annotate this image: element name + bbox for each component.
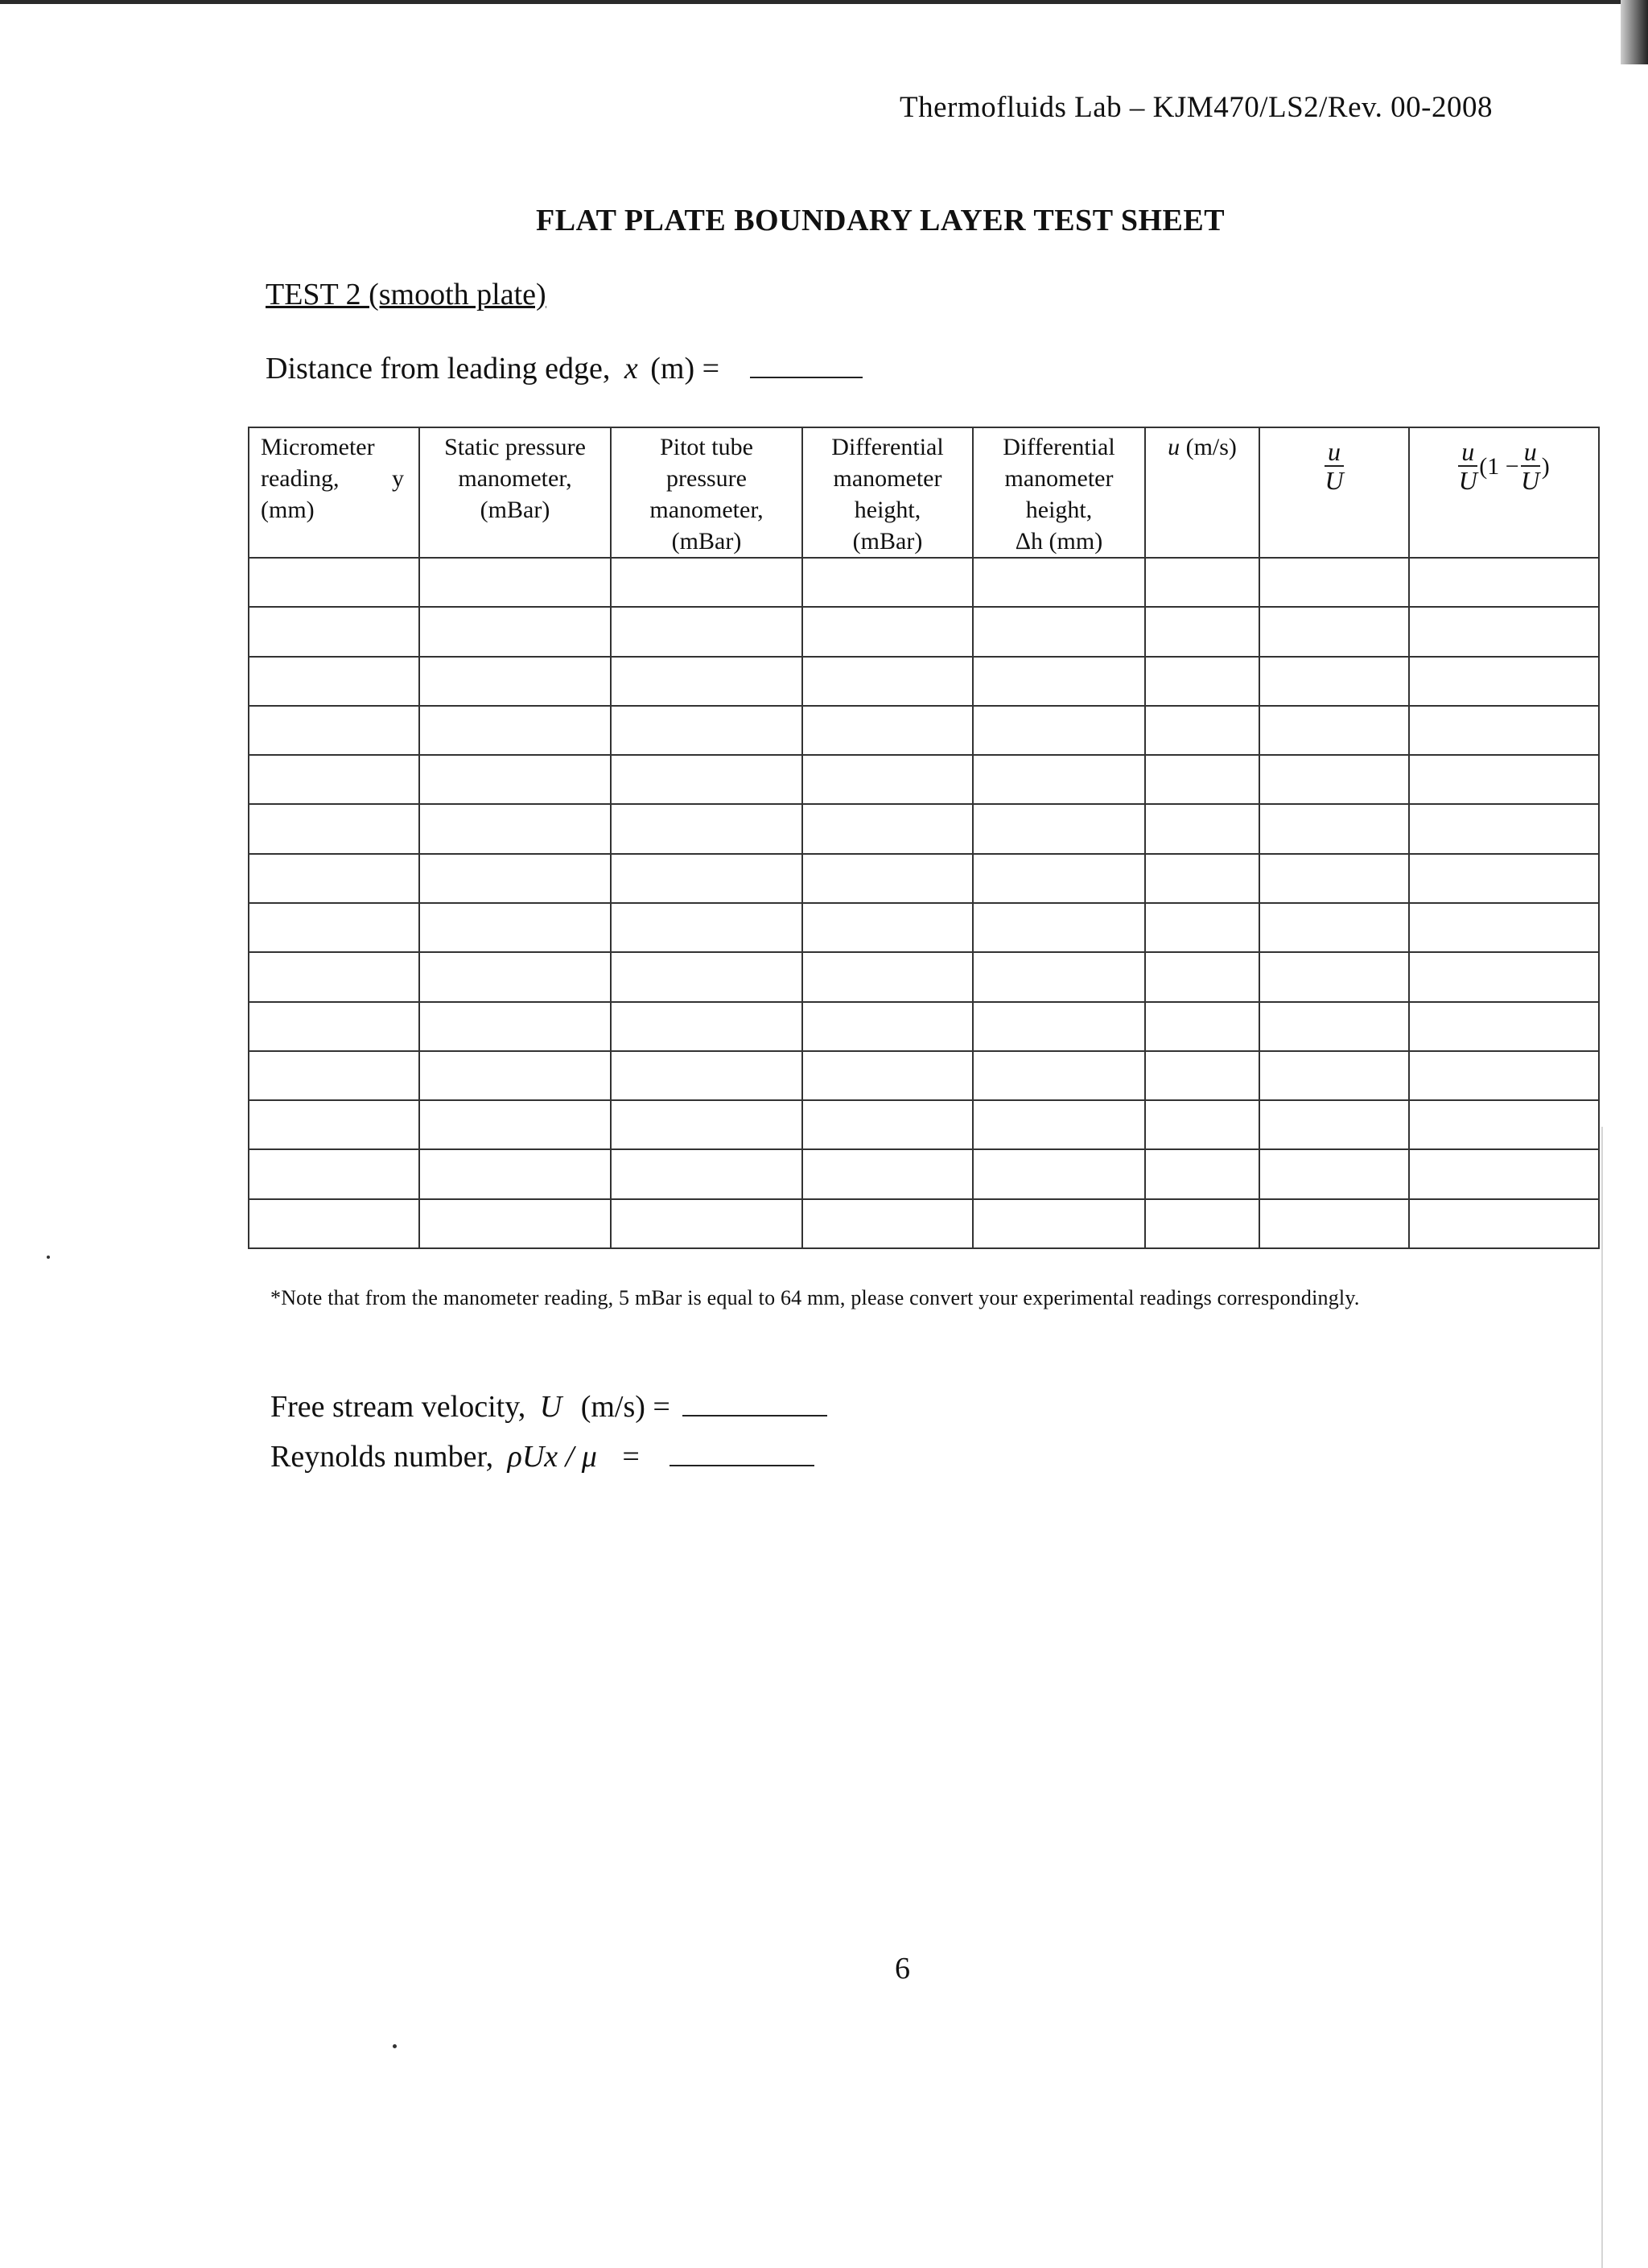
table-cell-blank[interactable] [802, 1002, 973, 1051]
table-cell-blank[interactable] [1145, 607, 1259, 656]
scan-edge-top [0, 0, 1648, 4]
table-cell-blank[interactable] [973, 1199, 1145, 1248]
table-cell-blank[interactable] [419, 607, 611, 656]
table-cell-blank[interactable] [419, 1002, 611, 1051]
table-cell-blank[interactable] [419, 706, 611, 755]
table-cell-blank[interactable] [1259, 1002, 1409, 1051]
table-cell-blank[interactable] [611, 1149, 802, 1198]
table-cell-blank[interactable] [1409, 1100, 1599, 1149]
table-cell-blank[interactable] [802, 558, 973, 607]
test-data-table [248, 427, 1600, 1249]
table-cell-blank[interactable] [973, 1100, 1145, 1149]
table-cell-blank[interactable] [802, 952, 973, 1001]
distance-field [266, 351, 863, 386]
table-cell-blank[interactable] [611, 657, 802, 706]
table-cell-blank[interactable] [973, 657, 1145, 706]
col-header-velocity: u (m/s) [1145, 427, 1259, 558]
table-cell-blank[interactable] [419, 1051, 611, 1100]
table-cell-blank[interactable] [802, 706, 973, 755]
table-cell-blank[interactable] [1409, 903, 1599, 952]
distance-blank[interactable] [750, 376, 863, 378]
col-header-momentum-term: $\frac{u}{U}$ (1 − $\frac{u}{U}$ ) [1409, 427, 1599, 558]
table-cell-blank[interactable] [1409, 804, 1599, 853]
table-cell-blank[interactable] [419, 804, 611, 853]
scan-edge-right [1621, 0, 1648, 64]
table-cell-blank[interactable] [1409, 1149, 1599, 1198]
table-cell-blank[interactable] [419, 1100, 611, 1149]
col-header-micrometer: Micrometer reading, y (mm) [249, 427, 419, 558]
scan-line-right [1601, 1127, 1603, 2268]
table-cell-blank[interactable] [419, 903, 611, 952]
table-cell-blank[interactable] [249, 1051, 419, 1100]
col-header-differential-mbar: Differential manometer height, (mBar) [802, 427, 973, 558]
col-header-velocity-ratio [1259, 427, 1409, 558]
table-cell-blank[interactable] [1259, 755, 1409, 804]
table-cell-blank[interactable] [1409, 607, 1599, 656]
scan-speck [393, 2044, 397, 2048]
table-cell-blank[interactable] [611, 755, 802, 804]
table-cell-blank[interactable] [249, 706, 419, 755]
table-cell-blank[interactable] [611, 804, 802, 853]
table-cell-blank[interactable] [1145, 903, 1259, 952]
table-row [249, 1149, 1599, 1198]
table-cell-blank[interactable] [802, 854, 973, 903]
table-row [249, 1002, 1599, 1051]
table-cell-blank[interactable] [249, 755, 419, 804]
reynolds-symbol: ρUx / μ [507, 1440, 597, 1474]
table-row [249, 854, 1599, 903]
distance-symbol: x [624, 352, 638, 386]
distance-label: Distance from leading edge, [266, 352, 611, 386]
table-cell-blank[interactable] [1145, 755, 1259, 804]
table-cell-blank[interactable] [802, 1199, 973, 1248]
table-cell-blank[interactable] [1145, 1149, 1259, 1198]
table-row [249, 607, 1599, 656]
table-cell-blank[interactable] [973, 706, 1145, 755]
table-cell-blank[interactable] [419, 952, 611, 1001]
table-cell-blank[interactable] [249, 854, 419, 903]
table-cell-blank[interactable] [973, 1149, 1145, 1198]
table-cell-blank[interactable] [249, 903, 419, 952]
table-cell-blank[interactable] [419, 755, 611, 804]
table-cell-blank[interactable] [611, 854, 802, 903]
col-header-differential-mm: Differential manometer height, Δh (mm) [973, 427, 1145, 558]
col-header-pitot-tube: Pitot tube pressure manometer, (mBar) [611, 427, 802, 558]
table-body [249, 558, 1599, 1248]
table-row [249, 952, 1599, 1001]
table-row [249, 1199, 1599, 1248]
table-cell-blank[interactable] [802, 1051, 973, 1100]
free-stream-label: Free stream velocity, [270, 1390, 526, 1424]
table-cell-blank[interactable] [1409, 1051, 1599, 1100]
table-cell-blank[interactable] [973, 903, 1145, 952]
table-cell-blank[interactable] [611, 1100, 802, 1149]
free-stream-unit: (m/s) = [580, 1390, 670, 1424]
table-cell-blank[interactable] [611, 1051, 802, 1100]
table-cell-blank[interactable] [611, 952, 802, 1001]
table-cell-blank[interactable] [611, 706, 802, 755]
table-cell-blank[interactable] [973, 804, 1145, 853]
table-cell-blank[interactable] [249, 1199, 419, 1248]
table-cell-blank[interactable] [249, 1002, 419, 1051]
table-cell-blank[interactable] [1259, 607, 1409, 656]
fraction-u-over-U: $\frac{u}{U}$ [1325, 437, 1344, 495]
table-cell-blank[interactable] [973, 558, 1145, 607]
table-cell-blank[interactable] [611, 1199, 802, 1248]
reynolds-eq: = [622, 1440, 640, 1474]
table-cell-blank[interactable] [419, 1199, 611, 1248]
table-cell-blank[interactable] [802, 657, 973, 706]
table-cell-blank[interactable] [973, 607, 1145, 656]
col-header-static-pressure: Static pressure manometer, (mBar) [419, 427, 611, 558]
table-cell-blank[interactable] [611, 558, 802, 607]
table-cell-blank[interactable] [1145, 804, 1259, 853]
page-number: 6 [895, 1952, 910, 1986]
reynolds-blank[interactable] [670, 1464, 814, 1466]
table-cell-blank[interactable] [1259, 952, 1409, 1001]
table-cell-blank[interactable] [973, 755, 1145, 804]
table-cell-blank[interactable] [249, 657, 419, 706]
table-cell-blank[interactable] [973, 1051, 1145, 1100]
test-label: TEST 2 (smooth plate) [266, 278, 546, 311]
table-cell-blank[interactable] [249, 607, 419, 656]
page-title: FLAT PLATE BOUNDARY LAYER TEST SHEET [536, 204, 1226, 237]
table-cell-blank[interactable] [1259, 903, 1409, 952]
table-row [249, 706, 1599, 755]
table-cell-blank[interactable] [1145, 1199, 1259, 1248]
table-cell-blank[interactable] [1409, 1002, 1599, 1051]
table-cell-blank[interactable] [1259, 804, 1409, 853]
table-cell-blank[interactable] [611, 607, 802, 656]
table-row [249, 755, 1599, 804]
table-cell-blank[interactable] [249, 952, 419, 1001]
table-cell-blank[interactable] [802, 755, 973, 804]
table-row [249, 1051, 1599, 1100]
table-cell-blank[interactable] [1145, 558, 1259, 607]
table-cell-blank[interactable] [802, 1100, 973, 1149]
table-cell-blank[interactable] [1259, 1051, 1409, 1100]
table-cell-blank[interactable] [249, 804, 419, 853]
table-row [249, 558, 1599, 607]
table-cell-blank[interactable] [1259, 706, 1409, 755]
table-cell-blank[interactable] [1145, 1002, 1259, 1051]
table-cell-blank[interactable] [419, 1149, 611, 1198]
reynolds-label: Reynolds number, [270, 1440, 494, 1474]
table-cell-blank[interactable] [611, 903, 802, 952]
table-cell-blank[interactable] [802, 1149, 973, 1198]
table-cell-blank[interactable] [1259, 1199, 1409, 1248]
table-cell-blank[interactable] [973, 952, 1145, 1001]
table-cell-blank[interactable] [1409, 558, 1599, 607]
table-cell-blank[interactable] [1409, 854, 1599, 903]
table-cell-blank[interactable] [1409, 706, 1599, 755]
table-row [249, 804, 1599, 853]
table-cell-blank[interactable] [1409, 952, 1599, 1001]
table-cell-blank[interactable] [1259, 1100, 1409, 1149]
table-cell-blank[interactable] [249, 558, 419, 607]
table-cell-blank[interactable] [1145, 1051, 1259, 1100]
table-cell-blank[interactable] [802, 607, 973, 656]
table-cell-blank[interactable] [1409, 1199, 1599, 1248]
document-reference: Thermofluids Lab – KJM470/LS2/Rev. 00-2008 [900, 91, 1493, 124]
table-cell-blank[interactable] [419, 854, 611, 903]
scan-speck [47, 1256, 50, 1259]
table-cell-blank[interactable] [1409, 755, 1599, 804]
table-cell-blank[interactable] [611, 1002, 802, 1051]
table-header-row [249, 427, 1599, 558]
free-stream-blank[interactable] [682, 1414, 827, 1416]
distance-unit: (m) = [650, 352, 720, 386]
table-cell-blank[interactable] [249, 1149, 419, 1198]
reynolds-field [270, 1439, 814, 1474]
table-cell-blank[interactable] [1145, 854, 1259, 903]
table-cell-blank[interactable] [1259, 1149, 1409, 1198]
table-cell-blank[interactable] [1259, 657, 1409, 706]
free-stream-symbol: U [539, 1390, 562, 1424]
table-row [249, 657, 1599, 706]
table-cell-blank[interactable] [1409, 657, 1599, 706]
table-cell-blank[interactable] [1259, 854, 1409, 903]
table-row [249, 903, 1599, 952]
table-row [249, 1100, 1599, 1149]
table-cell-blank[interactable] [1145, 657, 1259, 706]
table-cell-blank[interactable] [973, 854, 1145, 903]
table-cell-blank[interactable] [419, 657, 611, 706]
free-stream-field [270, 1389, 827, 1425]
conversion-note: *Note that from the manometer reading, 5 mBar is equal to 64 mm, please convert your experimental readings correspondingly. [270, 1286, 1360, 1309]
table-cell-blank[interactable] [1145, 1100, 1259, 1149]
table-cell-blank[interactable] [1259, 558, 1409, 607]
table-cell-blank[interactable] [973, 1002, 1145, 1051]
table-cell-blank[interactable] [249, 1100, 419, 1149]
table-cell-blank[interactable] [1145, 952, 1259, 1001]
table-cell-blank[interactable] [802, 903, 973, 952]
table-cell-blank[interactable] [419, 558, 611, 607]
table-cell-blank[interactable] [802, 804, 973, 853]
table-cell-blank[interactable] [1145, 706, 1259, 755]
